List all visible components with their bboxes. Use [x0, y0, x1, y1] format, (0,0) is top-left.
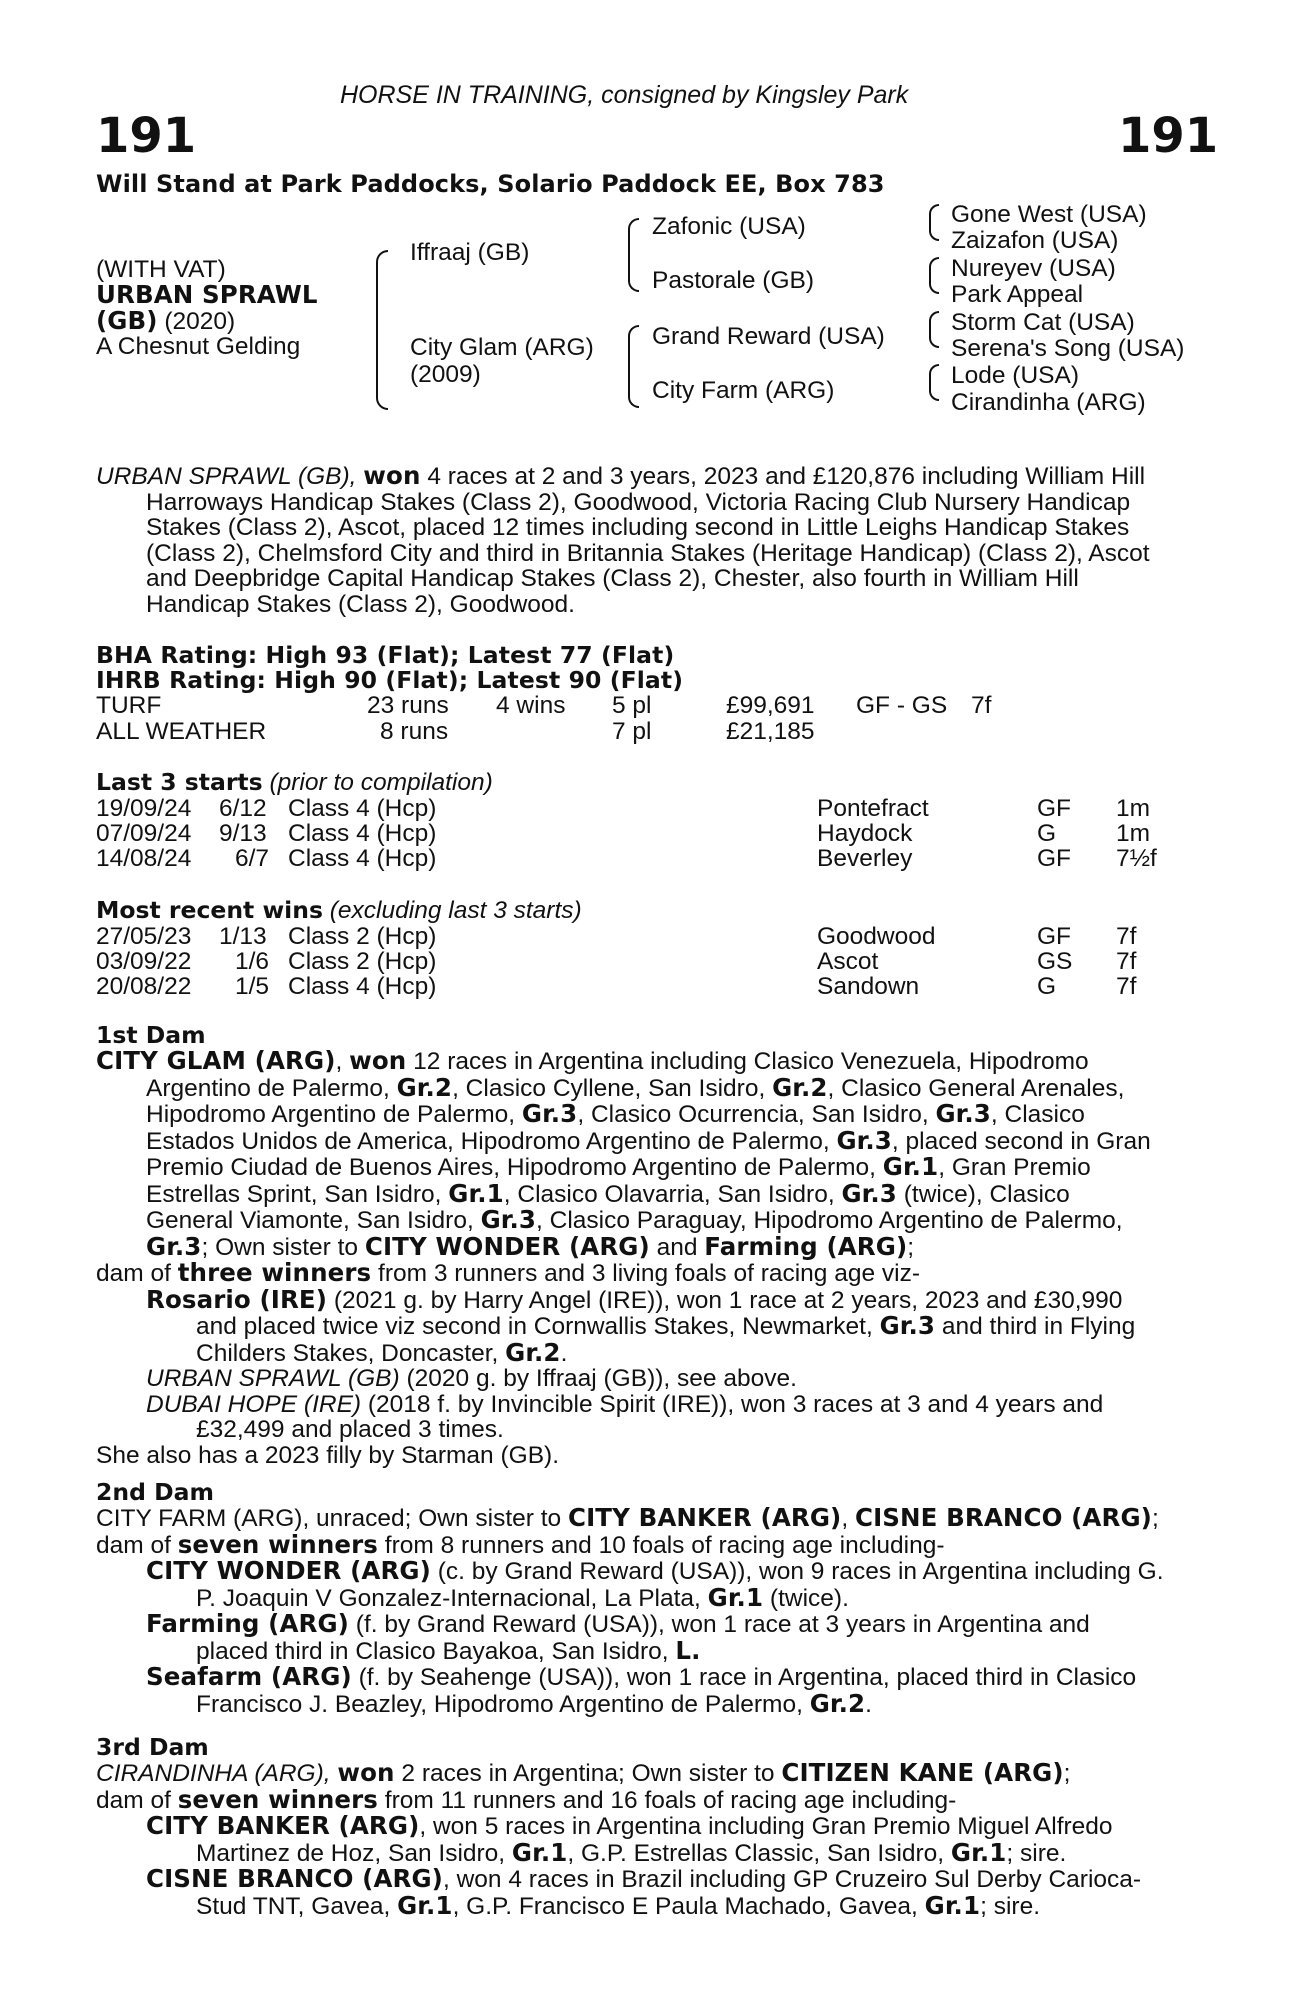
- dam-line: [96, 1125, 1202, 1155]
- horse-year: (2020): [157, 308, 236, 335]
- brace-dam: [376, 330, 388, 410]
- brace-ss: [628, 218, 639, 251]
- won-bold: won: [337, 1758, 395, 1787]
- pedigree-sire-dam: Pastorale (GB): [652, 267, 815, 294]
- win-course: Sandown: [817, 973, 920, 1000]
- offspring-name: CITY WONDER (ARG): [146, 1556, 431, 1585]
- pedigree-sss: Gone West (USA): [951, 201, 1147, 228]
- offspring-name: Farming (ARG): [146, 1609, 349, 1638]
- offspring-line: [96, 1611, 1202, 1638]
- grade: Gr.1: [950, 1837, 1007, 1867]
- win-going: G: [1037, 973, 1057, 1000]
- grade: Gr.1: [924, 1890, 981, 1920]
- text: Argentino de Palermo,: [146, 1074, 397, 1102]
- pedigree-dss: Storm Cat (USA): [951, 309, 1135, 336]
- first-dam-heading: 1st Dam: [96, 1021, 206, 1049]
- brace-ddd: [929, 379, 939, 401]
- offspring-line: [96, 1688, 1202, 1718]
- dam-line: [96, 1260, 1202, 1287]
- dam-line: [96, 1505, 1202, 1532]
- offspring-line: [96, 1313, 1202, 1340]
- horse-origin: [96, 308, 235, 335]
- vat-note: (WITH VAT): [96, 256, 226, 283]
- win-course: Ascot: [817, 948, 879, 975]
- win-position: 1/6: [235, 948, 270, 975]
- wins-title: Most recent wins: [96, 896, 323, 924]
- dam-line: [96, 1207, 1202, 1234]
- start-distance: 7½f: [1116, 845, 1157, 872]
- text: , Clasico Paraguay, Hipodromo Argentino de Palermo,: [536, 1207, 1123, 1234]
- race-record-summary: [96, 463, 1202, 617]
- text: (2018 f. by Invincible Spirit (IRE)), won 3 races at 3 and 4 years and: [361, 1390, 1104, 1418]
- pedigree-dam-year: (2009): [410, 361, 481, 388]
- offspring-line: [96, 1582, 1202, 1612]
- win-date: 20/08/22: [96, 973, 192, 1000]
- dam-note: She also has a 2023 filly by Starman (GB).: [96, 1441, 559, 1469]
- pedigree-dam: City Glam (ARG): [410, 334, 594, 361]
- second-dam-section: [96, 1505, 1202, 1717]
- last3-title: Last 3 starts: [96, 768, 263, 796]
- brace-sire: [376, 250, 388, 332]
- win-course: Goodwood: [817, 923, 936, 950]
- text: ; Own sister to: [201, 1233, 365, 1261]
- brace-ssd: [929, 219, 939, 241]
- summary-line: Harroways Handicap Stakes (Class 2), Goodwood, Victoria Racing Club Nursery Handicap: [146, 488, 1131, 516]
- text: 2 races in Argentina; Own sister to: [394, 1760, 782, 1787]
- grade: Gr.2: [772, 1072, 828, 1102]
- grade: Gr.3: [146, 1231, 202, 1261]
- win-class: Class 2 (Hcp): [288, 923, 437, 950]
- aw-runs: 8 runs: [380, 718, 449, 745]
- aw-money: £21,185: [726, 718, 815, 745]
- lot-number-left: 191: [96, 108, 197, 164]
- turf-places: 5 pl: [612, 692, 652, 719]
- grade: Gr.1: [707, 1582, 764, 1612]
- text: (c. by Grand Reward (USA)), won 9 races in Argentina including G.: [430, 1558, 1164, 1585]
- grade: Gr.1: [511, 1837, 568, 1867]
- grade: Gr.1: [448, 1178, 504, 1208]
- brace-dsd: [929, 326, 939, 348]
- grade: Gr.2: [396, 1072, 453, 1102]
- win-going: GF: [1037, 923, 1072, 950]
- offspring-line: £32,499 and placed 3 times.: [196, 1416, 504, 1443]
- start-going: GF: [1037, 845, 1072, 872]
- offspring-line: [96, 1366, 1202, 1392]
- offspring-line: [96, 1284, 1202, 1314]
- offspring-name: CITY BANKER (ARG): [146, 1811, 420, 1840]
- start-going: G: [1037, 820, 1057, 847]
- sibling-name: CISNE BRANCO (ARG): [854, 1503, 1152, 1532]
- winners-count: seven winners: [177, 1529, 378, 1559]
- offspring-line: [96, 1866, 1202, 1893]
- location-line: Will Stand at Park Paddocks, Solario Paddock EE, Box 783: [96, 170, 885, 198]
- win-date: 27/05/23: [96, 923, 192, 950]
- text: .: [560, 1339, 568, 1367]
- text: CITY FARM (ARG), unraced; Own sister to: [96, 1505, 568, 1532]
- won-bold: won: [349, 1046, 407, 1075]
- win-position: 1/13: [219, 923, 267, 950]
- text: (2020 g. by Iffraaj (GB)), see above.: [399, 1365, 797, 1392]
- start-position: 9/13: [219, 820, 267, 847]
- offspring-line: [96, 1813, 1202, 1840]
- pedigree-sire: Iffraaj (GB): [410, 239, 530, 266]
- win-position: 1/5: [235, 973, 270, 1000]
- text: , won 5 races in Argentina including Gran Premio Miguel Alfredo: [419, 1813, 1113, 1840]
- text: Childers Stakes, Doncaster,: [196, 1339, 506, 1367]
- text: Premio Ciudad de Buenos Aires, Hipodromo Argentino de Palermo,: [146, 1154, 883, 1181]
- win-distance: 7f: [1116, 948, 1137, 975]
- text: (f. by Seahenge (USA)), won 1 race in Argentina, placed third in Clasico: [351, 1664, 1137, 1691]
- start-date: 07/09/24: [96, 820, 192, 847]
- pedigree-ssd: Zaizafon (USA): [951, 227, 1119, 254]
- offspring-name: URBAN SPRAWL (GB): [146, 1365, 400, 1392]
- offspring-name: Rosario (IRE): [146, 1284, 328, 1314]
- text: (twice).: [763, 1584, 849, 1612]
- sibling-name: Farming (ARG): [704, 1231, 908, 1261]
- turf-runs: 23 runs: [367, 692, 449, 719]
- third-dam-section: [96, 1760, 1202, 1919]
- offspring-line: [96, 1337, 1202, 1367]
- offspring-line: [96, 1558, 1202, 1585]
- text: dam of: [96, 1531, 178, 1559]
- start-position: 6/7: [235, 845, 270, 872]
- text: placed third in Clasico Bayakoa, San Isidro,: [196, 1637, 676, 1665]
- text: .: [865, 1690, 872, 1718]
- text: Estados Unidos de America, Hipodromo Argentino de Palermo,: [146, 1127, 837, 1155]
- offspring-name: DUBAI HOPE (IRE): [146, 1390, 362, 1418]
- offspring-line: [96, 1890, 1202, 1920]
- text: (twice), Clasico: [896, 1180, 1070, 1208]
- start-class: Class 4 (Hcp): [288, 820, 437, 847]
- grade: Gr.3: [480, 1205, 537, 1234]
- grade: Gr.3: [521, 1099, 578, 1128]
- ihrb-rating: IHRB Rating: High 90 (Flat); Latest 90 (Flat): [96, 666, 684, 694]
- text: Estrellas Sprint, San Isidro,: [146, 1180, 449, 1208]
- text: , G.P. Francisco E Paula Machado, Gavea,: [452, 1892, 925, 1920]
- wins-note: (excluding last 3 starts): [322, 897, 582, 924]
- pedigree-dds: Lode (USA): [951, 362, 1080, 389]
- text: , Clasico Ocurrencia, San Isidro,: [577, 1101, 936, 1128]
- text: ; sire.: [1006, 1839, 1067, 1867]
- summary-line: (Class 2), Chelmsford City and third in Britannia Stakes (Heritage Handicap) (Class 2), Ascot: [146, 539, 1150, 567]
- dam-name: CIRANDINHA (ARG),: [96, 1760, 338, 1787]
- dam-line: [96, 1048, 1202, 1075]
- summary-line: and Deepbridge Capital Handicap Stakes (Class 2), Chester, also fourth in William Hill: [146, 565, 1079, 592]
- start-date: 19/09/24: [96, 795, 192, 822]
- text: ; sire.: [980, 1892, 1041, 1920]
- text: dam of: [96, 1786, 178, 1814]
- dam-line: [96, 1760, 1202, 1787]
- start-going: GF: [1037, 795, 1072, 822]
- text: ;: [1063, 1760, 1071, 1787]
- dam-line: [96, 1101, 1202, 1128]
- grade: Gr.2: [505, 1337, 561, 1367]
- text: , won 4 races in Brazil including GP Cruzeiro Sul Derby Carioca-: [442, 1866, 1142, 1893]
- turf-money: £99,691: [726, 692, 815, 719]
- bha-rating: BHA Rating: High 93 (Flat); Latest 77 (Flat): [96, 641, 675, 669]
- summary-horse-name: URBAN SPRAWL (GB),: [96, 463, 364, 490]
- last3-note: (prior to compilation): [262, 769, 493, 796]
- turf-going: GF - GS: [856, 692, 948, 719]
- win-class: Class 4 (Hcp): [288, 973, 437, 1000]
- text: from 3 runners and 3 living foals of racing age viz-: [371, 1260, 921, 1287]
- text: and placed twice viz second in Cornwallis Stakes, Newmarket,: [196, 1313, 880, 1340]
- text: from 8 runners and 10 foals of racing age including-: [377, 1531, 945, 1559]
- brace-ds: [628, 325, 639, 364]
- dam-name: CITY GLAM (ARG): [96, 1046, 336, 1075]
- aw-places: 7 pl: [612, 718, 652, 745]
- text: Hipodromo Argentino de Palermo,: [146, 1101, 522, 1128]
- wins-heading: [96, 898, 582, 924]
- start-course: Haydock: [817, 820, 913, 847]
- pedigree-ddd: Cirandinha (ARG): [951, 389, 1146, 416]
- text: P. Joaquin V Gonzalez-Internacional, La Plata,: [196, 1584, 708, 1612]
- brace-sd: [628, 249, 639, 292]
- text: , Clasico Cyllene, San Isidro,: [452, 1074, 773, 1102]
- offspring-line: [96, 1837, 1202, 1867]
- aw-label: ALL WEATHER: [96, 718, 267, 745]
- start-date: 14/08/24: [96, 845, 192, 872]
- offspring-name: CISNE BRANCO (ARG): [146, 1864, 443, 1893]
- winners-count: three winners: [177, 1258, 372, 1287]
- grade: Gr.3: [836, 1125, 892, 1155]
- grade: Gr.2: [809, 1688, 866, 1718]
- dam-line: [96, 1154, 1202, 1181]
- pedigree-sdd: Park Appeal: [951, 281, 1084, 308]
- last3-heading: [96, 770, 493, 796]
- sibling-name: CITIZEN KANE (ARG): [781, 1758, 1064, 1787]
- win-date: 03/09/22: [96, 948, 192, 975]
- winners-count: seven winners: [177, 1784, 378, 1814]
- dam-line: [96, 1529, 1202, 1559]
- third-dam-heading: 3rd Dam: [96, 1733, 209, 1761]
- text: , Clasico Olavarria, San Isidro,: [503, 1180, 842, 1208]
- text: , G.P. Estrellas Classic, San Isidro,: [567, 1839, 951, 1867]
- grade: Gr.1: [882, 1152, 939, 1181]
- win-class: Class 2 (Hcp): [288, 948, 437, 975]
- pedigree-dam-sire: Grand Reward (USA): [652, 323, 885, 350]
- second-dam-heading: 2nd Dam: [96, 1478, 214, 1506]
- horse-description: A Chesnut Gelding: [96, 333, 301, 360]
- turf-distance: 7f: [971, 692, 992, 719]
- offspring-line: [96, 1635, 1202, 1665]
- win-distance: 7f: [1116, 973, 1137, 1000]
- text: and: [649, 1233, 705, 1261]
- dam-line: [96, 1072, 1202, 1102]
- start-distance: 1m: [1116, 820, 1151, 847]
- sibling-name: CITY WONDER (ARG): [364, 1231, 650, 1261]
- sibling-name: CITY BANKER (ARG): [567, 1503, 842, 1532]
- grade: Gr.3: [879, 1311, 936, 1340]
- start-class: Class 4 (Hcp): [288, 845, 437, 872]
- text: ;: [907, 1233, 915, 1261]
- text: (f. by Grand Reward (USA)), won 1 race at 3 years in Argentina and: [348, 1611, 1090, 1638]
- text: , Clasico: [990, 1101, 1085, 1128]
- text: , Gran Premio: [938, 1154, 1091, 1181]
- win-distance: 7f: [1116, 923, 1137, 950]
- win-going: GS: [1037, 948, 1073, 975]
- offspring-line: [96, 1664, 1202, 1691]
- text: Francisco J. Beazley, Hipodromo Argentino de Palermo,: [196, 1690, 810, 1718]
- pedigree-sire-sire: Zafonic (USA): [652, 213, 806, 240]
- text: ,: [335, 1048, 350, 1075]
- lot-number-right: 191: [1118, 108, 1219, 164]
- grade: Gr.1: [397, 1890, 453, 1920]
- text: 12 races in Argentina including Clasico Venezuela, Hipodromo: [406, 1048, 1089, 1075]
- start-position: 6/12: [219, 795, 267, 822]
- start-course: Pontefract: [817, 795, 929, 822]
- grade: Gr.3: [841, 1178, 897, 1208]
- start-distance: 1m: [1116, 795, 1151, 822]
- grade: L.: [675, 1635, 701, 1665]
- horse-country: (GB): [96, 306, 158, 335]
- text: dam of: [96, 1260, 178, 1287]
- summary-line: Stakes (Class 2), Ascot, placed 12 times including second in Little Leighs Handicap Stakes: [146, 514, 1130, 541]
- won-bold: won: [363, 461, 421, 490]
- brace-sdd: [929, 272, 939, 294]
- text: from 11 runners and 16 foals of racing age including-: [377, 1786, 957, 1814]
- dam-line: [96, 1231, 1202, 1261]
- dam-line: [96, 1784, 1202, 1814]
- grade: Gr.3: [935, 1099, 991, 1128]
- start-course: Beverley: [817, 845, 913, 872]
- turf-wins: 4 wins: [496, 692, 566, 719]
- text: , placed second in Gran: [891, 1127, 1151, 1155]
- text: and third in Flying: [935, 1313, 1136, 1340]
- text: ;: [1151, 1505, 1159, 1532]
- turf-label: TURF: [96, 692, 162, 719]
- text: Stud TNT, Gavea,: [196, 1892, 398, 1920]
- text: ,: [841, 1505, 855, 1532]
- summary-text: 4 races at 2 and 3 years, 2023 and £120,876 including William Hill: [420, 463, 1146, 490]
- brace-dd: [628, 362, 639, 408]
- first-dam-section: [96, 1048, 1202, 1468]
- pedigree-sds: Nureyev (USA): [951, 255, 1116, 282]
- text: Martinez de Hoz, San Isidro,: [196, 1839, 512, 1867]
- pedigree-dsd: Serena's Song (USA): [951, 335, 1185, 362]
- start-class: Class 4 (Hcp): [288, 795, 437, 822]
- text: , Clasico General Arenales,: [827, 1074, 1125, 1102]
- offspring-line: [96, 1392, 1202, 1418]
- horse-name: URBAN SPRAWL: [96, 280, 318, 309]
- dam-line: [96, 1178, 1202, 1208]
- pedigree-dam-dam: City Farm (ARG): [652, 377, 835, 404]
- summary-line: Handicap Stakes (Class 2), Goodwood.: [146, 590, 575, 618]
- text: General Viamonte, San Isidro,: [146, 1207, 481, 1234]
- offspring-name: Seafarm (ARG): [146, 1662, 352, 1691]
- text: (2021 g. by Harry Angel (IRE)), won 1 race at 2 years, 2023 and £30,990: [327, 1286, 1123, 1314]
- catalogue-header: HORSE IN TRAINING, consigned by Kingsley Park: [340, 81, 909, 109]
